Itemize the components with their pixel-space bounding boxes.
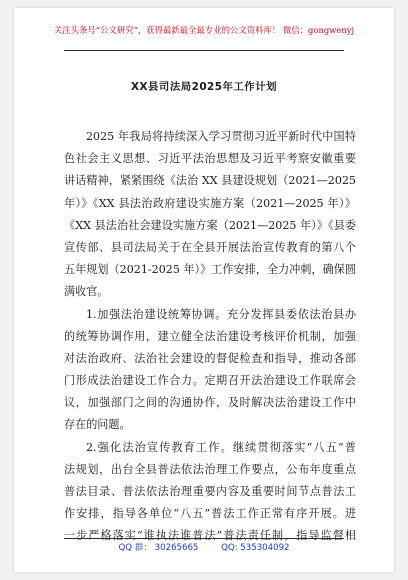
text-line: 宣传部、县司法局关于在全县开展法治宣传教育的第八个 bbox=[64, 240, 356, 254]
text-line: 五年规划（2021-2025 年）》工作安排，全力冲刺，确保圆 bbox=[64, 263, 356, 277]
document-page bbox=[14, 8, 394, 572]
text-line: 作安排，指导各单位“八五”普法工作正常有序开展。进 bbox=[64, 507, 356, 521]
text-line: 门形成法治建设工作合力。定期召开法治建设工作联席会 bbox=[64, 374, 356, 388]
qq-group-number: QQ 群： 30265665 bbox=[118, 543, 199, 553]
footer-divider bbox=[64, 538, 344, 539]
header-note: 关注头条号“公文研究”，获得最新最全最专业的公文资料库！ 微信：gongwenyj bbox=[53, 25, 355, 35]
text-line: 存在的问题。 bbox=[64, 418, 131, 432]
text-line: 议，加强部门之间的沟通协作，及时解决法治建设工作中 bbox=[64, 396, 356, 410]
text-line: 1.加强法治建设统筹协调。充分发挥县委依法治县办 bbox=[86, 307, 356, 321]
text-line: 满收官。 bbox=[64, 285, 109, 299]
text-line: 2.强化法治宣传教育工作。继续贯彻落实“八五”普 bbox=[86, 440, 356, 454]
qq-number: QQ: 535304092 bbox=[221, 543, 290, 553]
text-line: 对法治政府、法治社会建设的督促检查和指导，推动各部 bbox=[64, 351, 356, 365]
text-line: 普法目录、普法依法治理重要内容及重要时间节点普法工 bbox=[64, 485, 356, 498]
text-line: 的统筹协调作用，建立健全法治建设考核评价机制，加强 bbox=[64, 329, 356, 343]
header-divider bbox=[64, 50, 344, 51]
document-body bbox=[64, 126, 356, 548]
text-line: 2025 年我局将持续深入学习贯彻习近平新时代中国特 bbox=[86, 130, 356, 143]
footer-contact bbox=[14, 542, 394, 554]
text-line: 年）》《XX 县法治政府建设实施方案（2021—2025 年）》 bbox=[64, 196, 356, 210]
text-line: 法规划，出台全县普法依法治理工作要点，公布年度重点 bbox=[64, 462, 356, 476]
text-line: 一步严格落实“谁执法谁普法”普法责任制，指导监督相 bbox=[64, 529, 356, 543]
document-title: XX县司法局2025年工作计划 bbox=[131, 81, 277, 93]
text-line: 《XX 县法治社会建设实施方案（2021—2025 年）》《县委 bbox=[64, 218, 356, 232]
text-line: 色社会主义思想、习近平法治思想及习近平考察安徽重要 bbox=[64, 152, 356, 166]
text-line: 讲话精神，紧紧围绕《法治 XX 县建设规划（2021—2025 bbox=[64, 174, 356, 188]
